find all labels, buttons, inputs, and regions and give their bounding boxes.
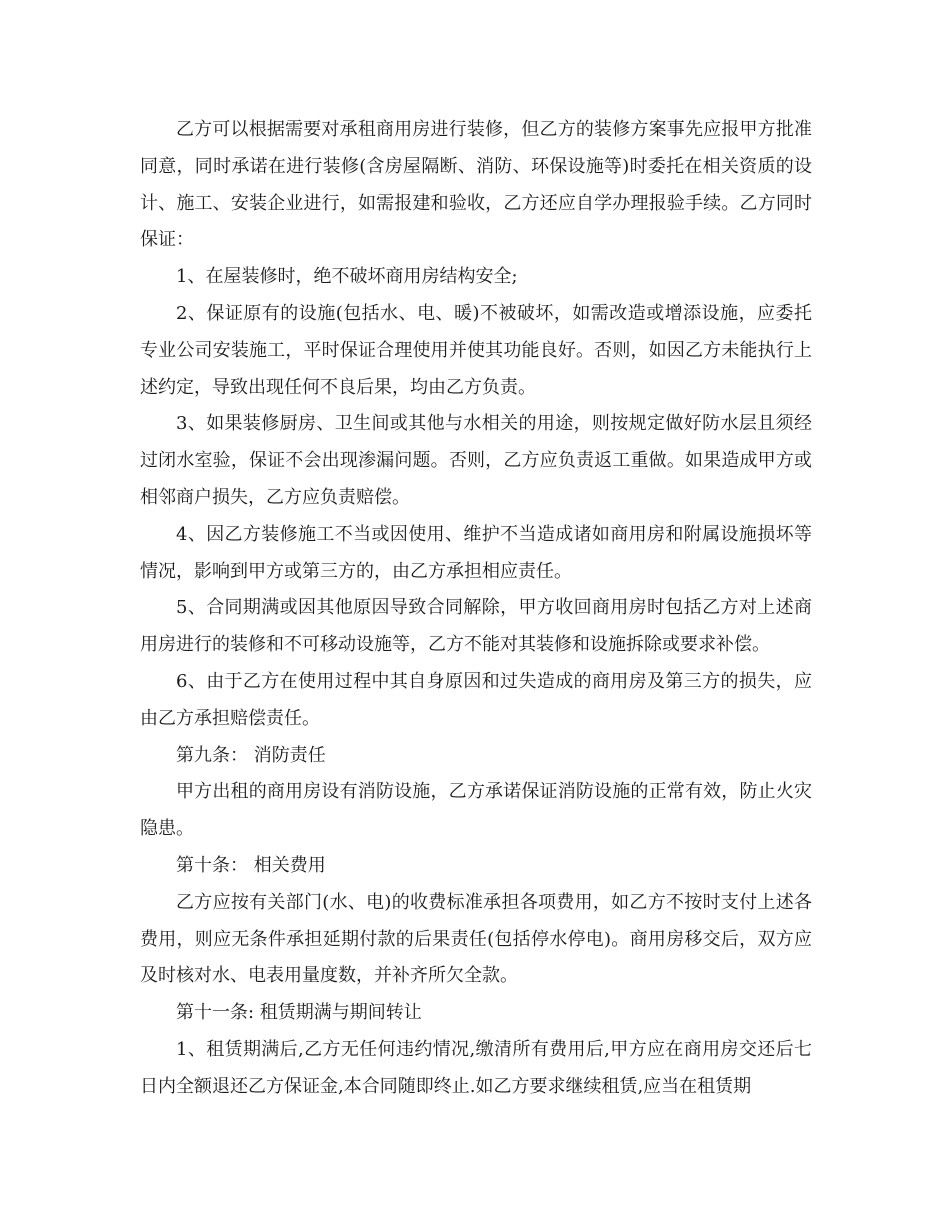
- paragraph-clause-3-waterproof: 3、如果装修厨房、卫生间或其他与水相关的用途，则按规定做好防水层且须经过闭水室验，保证不会出现渗漏问题。否则，乙方应负责返工重做。如果造成甲方或相邻商户损失，乙方应负责赔偿。: [140, 413, 812, 508]
- heading-article-11: 第十一条: 租赁期满与期间转让: [176, 1002, 422, 1024]
- paragraph-lease-expiry: 1、租赁期满后,乙方无任何违约情况,缴清所有费用后,甲方应在商用房交还后七日内全额退还乙方保证金,本合同随即终止.如乙方要求继续租赁,应当在租赁期: [140, 1038, 812, 1097]
- paragraph-clause-6-liability: 6、由于乙方在使用过程中其自身原因和过失造成的商用房及第三方的损失，应由乙方承担赔偿责任。: [140, 670, 812, 729]
- paragraph-clause-1-structure: 1、在屋装修时，绝不破坏商用房结构安全;: [176, 266, 518, 288]
- heading-article-9: 第九条： 消防责任: [176, 744, 326, 766]
- paragraph-fire-safety: 甲方出租的商用房设有消防设施，乙方承诺保证消防设施的正常有效，防止火灾隐患。: [140, 781, 812, 840]
- paragraph-clause-4-damage: 4、因乙方装修施工不当或因使用、维护不当造成诸如商用房和附属设施损坏等情况，影响到甲方或第三方的，由乙方承担相应责任。: [140, 523, 812, 582]
- paragraph-clause-2-facilities: 2、保证原有的设施(包括水、电、暖)不被破坏，如需改造或增添设施，应委托专业公司安装施工，平时保证合理使用并使其功能良好。否则，如因乙方未能执行上述约定，导致出现任何不良后果，均由乙方负责。: [140, 302, 812, 398]
- heading-article-10: 第十条： 相关费用: [176, 854, 326, 876]
- paragraph-renovation-intro: 乙方可以根据需要对承租商用房进行装修，但乙方的装修方案事先应报甲方批准同意，同时承诺在进行装修(含房屋隔断、消防、环保设施等)时委托在相关资质的设计、施工、安装企业进行，如需报建和验收，乙方还应自学办理报验手续。乙方同时保证：: [140, 119, 812, 251]
- paragraph-fees: 乙方应按有关部门(水、电)的收费标准承担各项费用，如乙方不按时支付上述各费用，则应无条件承担延期付款的后果责任(包括停水停电)。商用房移交后，双方应及时核对水、电表用量度数，并补齐所欠全款。: [140, 891, 812, 987]
- paragraph-clause-5-termination: 5、合同期满或因其他原因导致合同解除，甲方收回商用房时包括乙方对上述商用房进行的装修和不可移动设施等，乙方不能对其装修和设施拆除或要求补偿。: [140, 597, 812, 656]
- document-body: [140, 112, 812, 1106]
